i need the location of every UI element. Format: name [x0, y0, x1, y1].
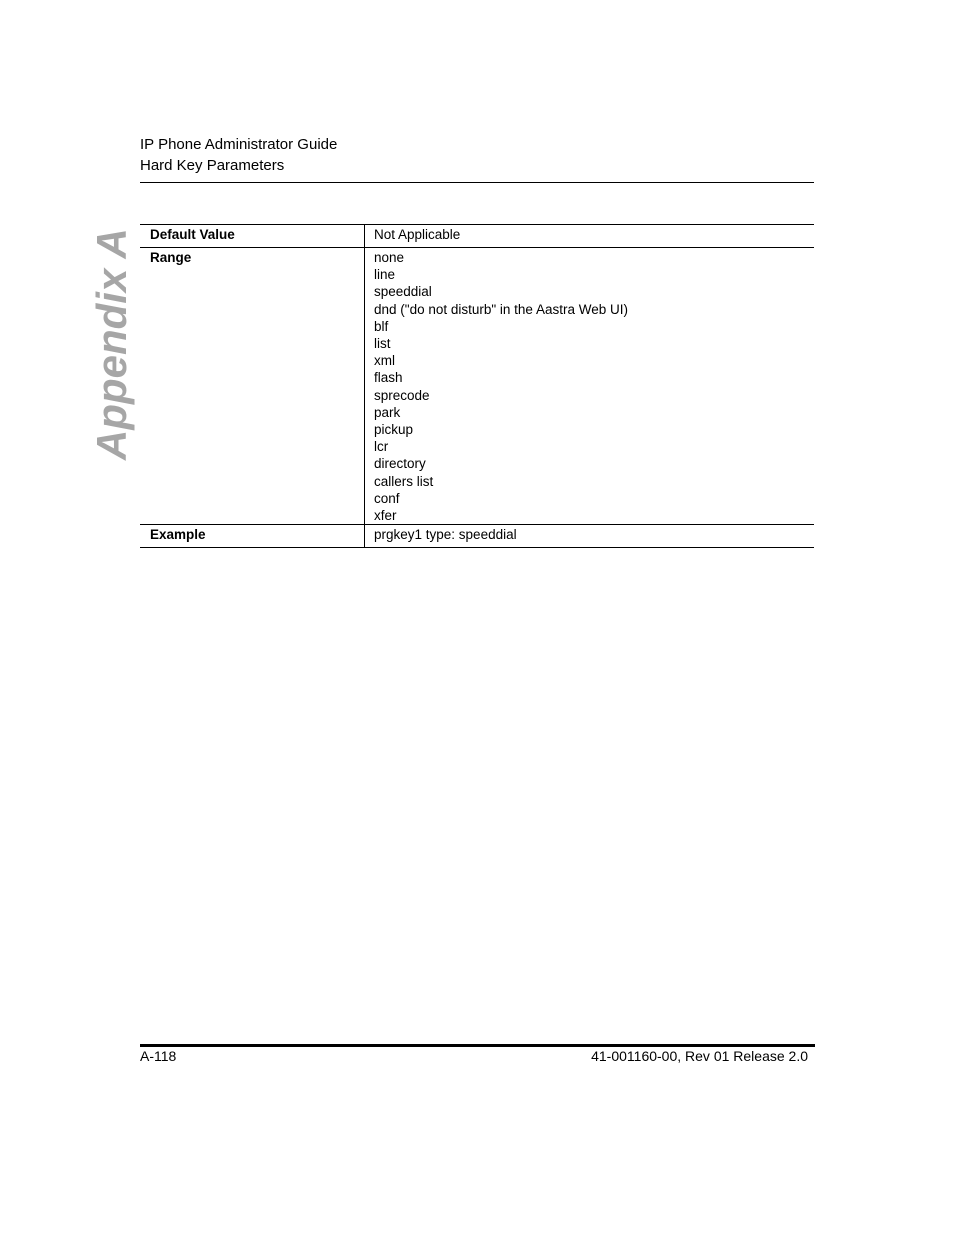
range-item: xfer	[374, 508, 397, 524]
range-values	[365, 248, 815, 525]
guide-title: IP Phone Administrator Guide	[140, 136, 338, 153]
range-item: lcr	[374, 439, 389, 455]
row-value: prgkey1 type: speeddial	[365, 525, 815, 548]
range-item: callers list	[374, 473, 434, 489]
appendix-side-tab: Appendix A	[88, 228, 135, 460]
range-item: list	[374, 336, 391, 352]
range-item: pickup	[374, 422, 414, 438]
range-item: dnd ("do not disturb" in the Aastra Web UI)	[374, 301, 628, 317]
range-item: speeddial	[374, 284, 432, 300]
table-row-range	[140, 248, 814, 525]
range-item: line	[374, 267, 396, 283]
parameter-table	[140, 224, 814, 548]
header-divider	[140, 182, 814, 183]
document-id: 41-001160-00, Rev 01 Release 2.0	[591, 1048, 808, 1064]
range-item: directory	[374, 456, 426, 472]
row-label: Default Value	[140, 225, 365, 248]
range-item: blf	[374, 318, 389, 334]
range-item: flash	[374, 370, 403, 386]
range-item: sprecode	[374, 387, 430, 403]
range-item: park	[374, 404, 401, 420]
row-label: Example	[140, 525, 365, 548]
table-row-default-value	[140, 225, 814, 248]
range-item: conf	[374, 490, 400, 506]
row-label: Range	[140, 248, 365, 525]
page-header	[140, 134, 814, 176]
range-item: none	[374, 250, 405, 265]
page-number: A-118	[140, 1048, 177, 1064]
range-item: xml	[374, 353, 395, 369]
section-title: Hard Key Parameters	[140, 157, 285, 174]
row-value: Not Applicable	[365, 225, 815, 248]
table-row-example	[140, 525, 814, 548]
